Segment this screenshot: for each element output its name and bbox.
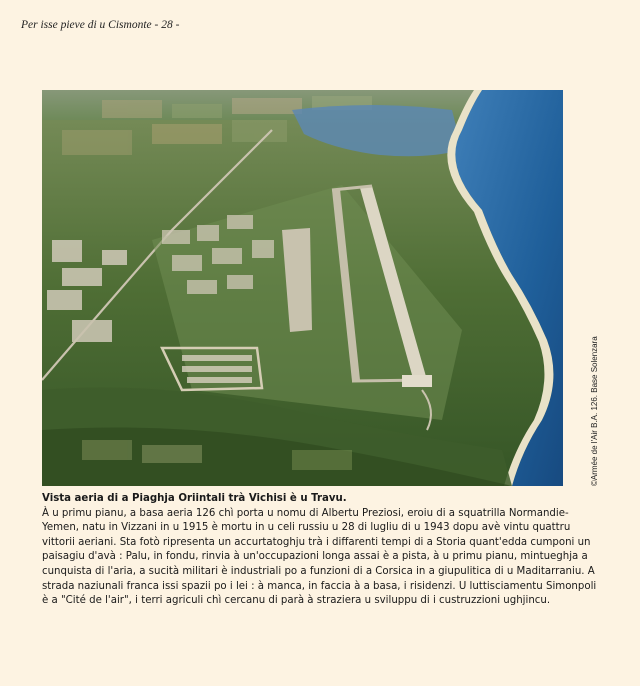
caption-title: Vista aeria di a Piaghja Oriintali trà Vichisi è u Travu. (42, 493, 347, 504)
photo-credit: ©Armée de l'Air B.A. 126. Base Solenzara (590, 336, 599, 486)
photo-caption (42, 492, 597, 609)
aerial-photo (42, 90, 563, 486)
running-head: Per isse pieve di u Cismonte - 28 - (21, 19, 180, 31)
caption-body: À u primu pianu, a basa aeria 126 chì porta u nomu di Albertu Preziosi, eroiu di a squatrilla Normandie-Yemen, natu in Vizzani in u 1915 è mortu in u celi russiu u 28 di lugliu di u 1943 dopu avè vintu quattru vittorii aeriani. Sta fotò ripresenta un accurtatoghju trà i diffarenti tempi di a Storia quant'edda cumponi un paisagiu d'avà : Palu, in fondu, rinvia à un'occupazioni longa assai è a pista, à u primu pianu, mintueghja a cunquista di l'aria, a sucità militari è industriali po a funzioni di a Corsica in a giupulitica di u Maditarraniu. A strada naziunali franca issi spazii po i lei : à manca, in faccia à a basa, i risidenzi. U luttisciamentu Simonpoli è a "Cité de l'air", i terri agriculi chì cercanu di parà à straziera u sviluppu di i custruzzioni ughjincu. (42, 507, 597, 607)
